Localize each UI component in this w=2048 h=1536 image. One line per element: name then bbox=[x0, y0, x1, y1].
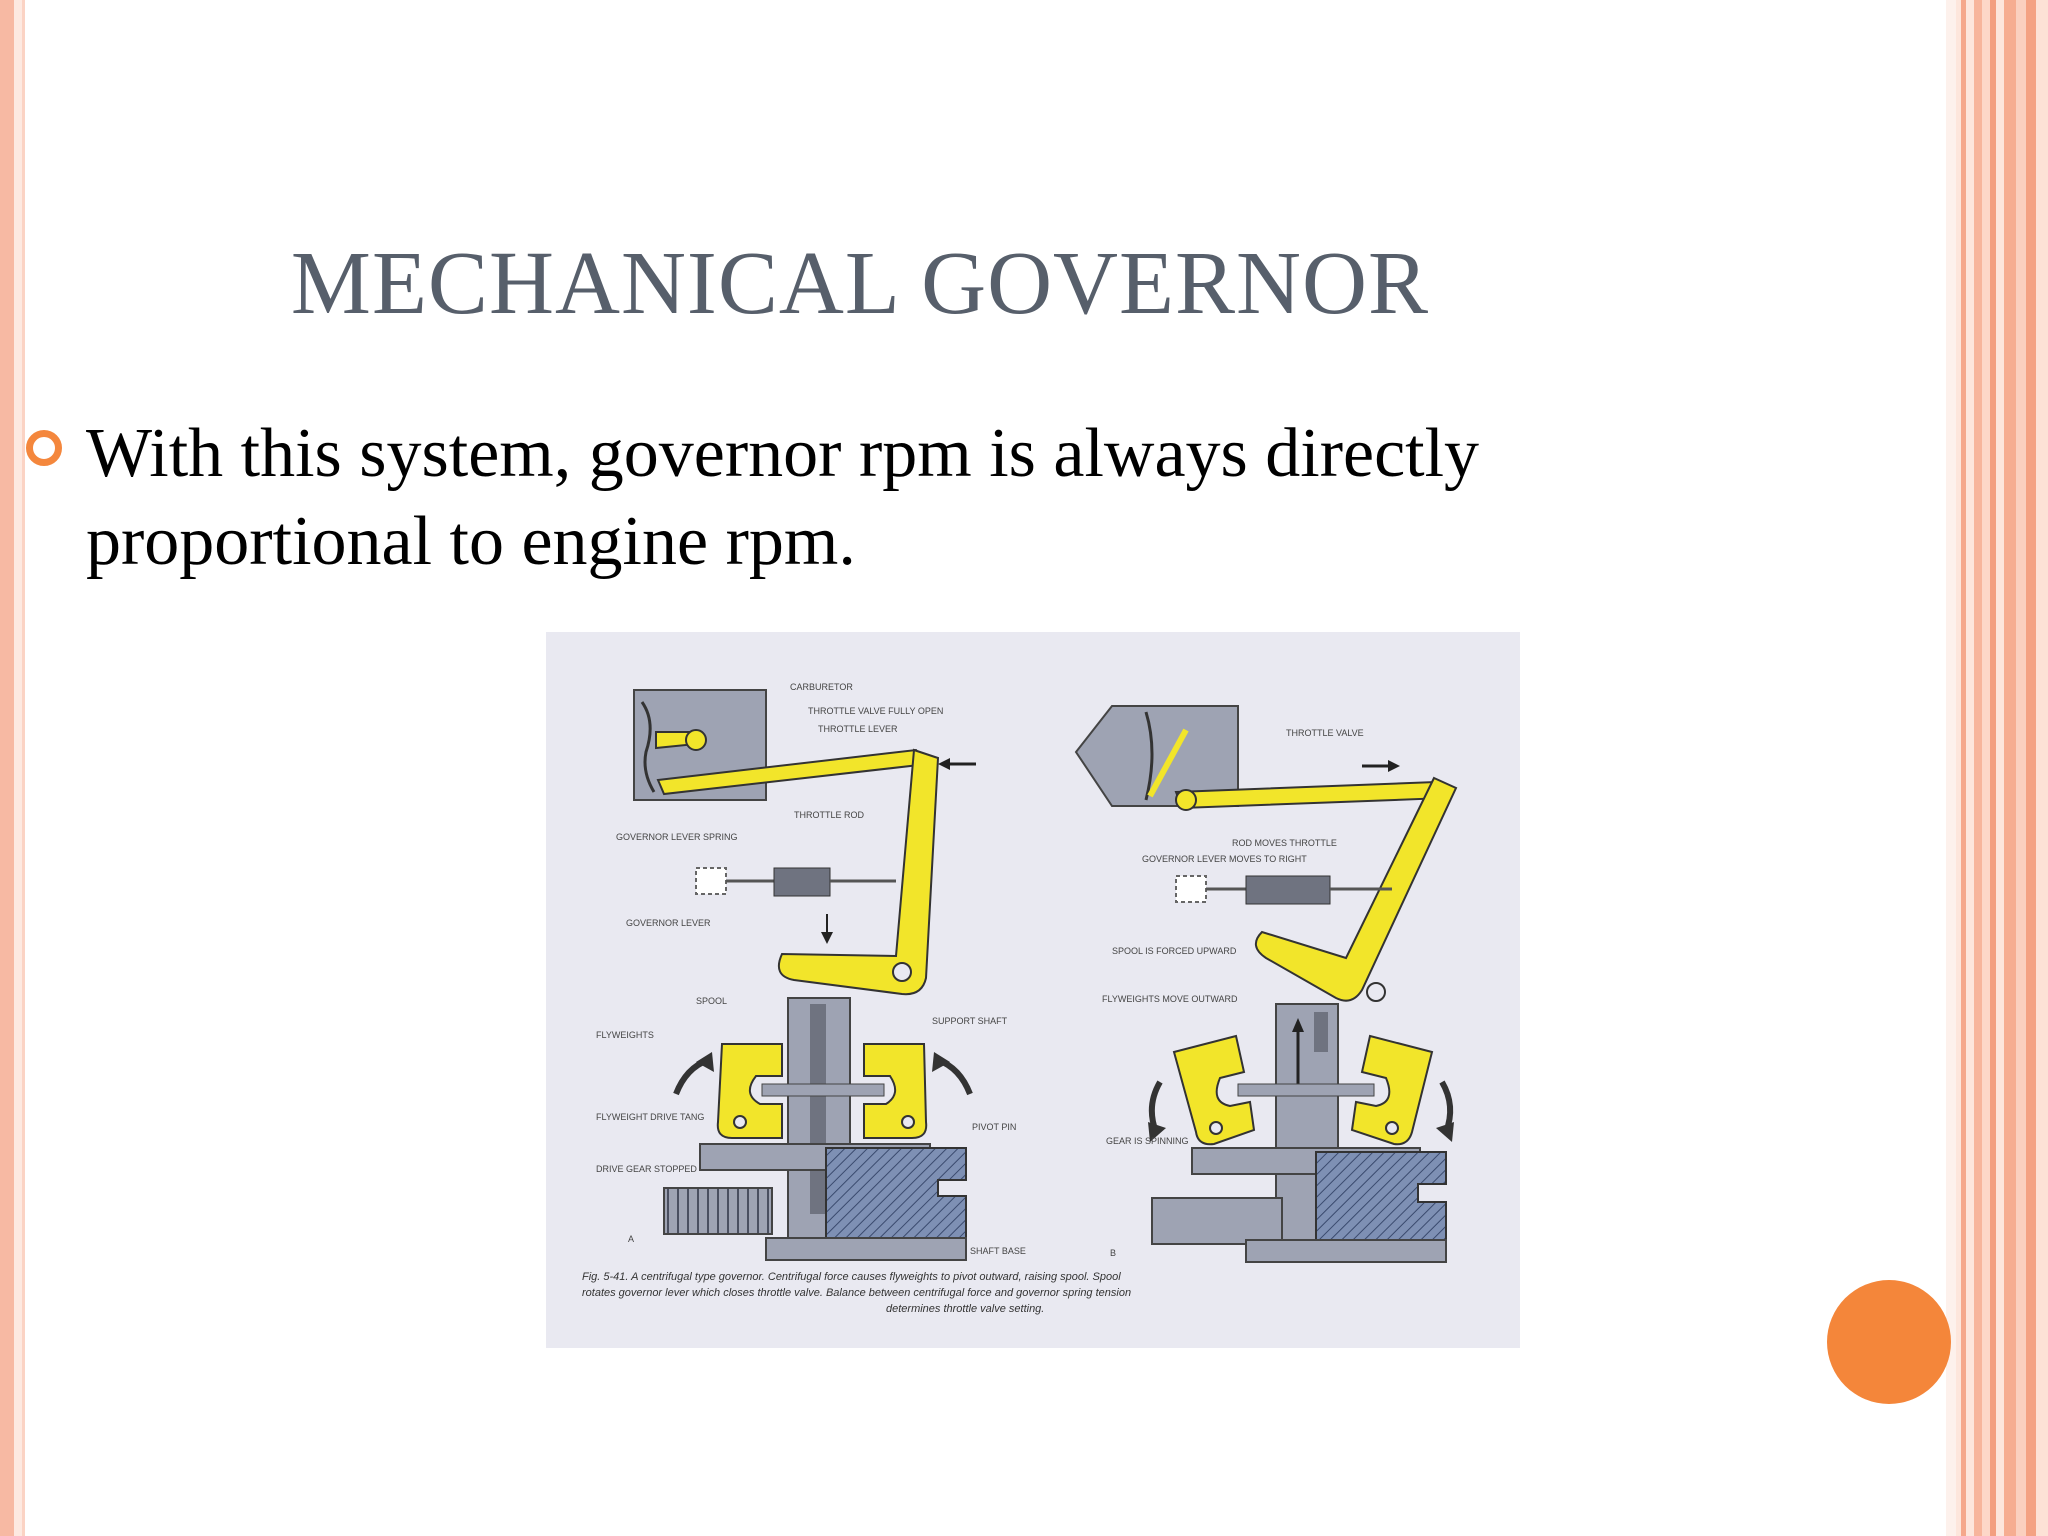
label-flyweight-drive-tang: FLYWEIGHT DRIVE TANG bbox=[596, 1112, 705, 1122]
label-drive-gear-stopped: DRIVE GEAR STOPPED bbox=[596, 1164, 697, 1174]
label-rod-moves-throttle: ROD MOVES THROTTLE bbox=[1232, 838, 1337, 848]
right-border-stripes bbox=[1956, 0, 2048, 1536]
left-border-inner bbox=[14, 0, 22, 1536]
label-throttle-valve-open: THROTTLE VALVE FULLY OPEN bbox=[808, 706, 944, 716]
label-throttle-valve: THROTTLE VALVE bbox=[1286, 728, 1364, 738]
label-lever-moves-right: GOVERNOR LEVER MOVES TO RIGHT bbox=[1142, 854, 1307, 864]
figure-caption-line-3: determines throttle valve setting. bbox=[886, 1303, 1045, 1315]
panel-a-label: A bbox=[628, 1234, 635, 1244]
bullet-item bbox=[26, 410, 1566, 586]
label-flyweights-move-outward: FLYWEIGHTS MOVE OUTWARD bbox=[1102, 994, 1238, 1004]
label-throttle-rod: THROTTLE ROD bbox=[794, 810, 865, 820]
figure-caption-line-2: rotates governor lever which closes throttle valve. Balance between centrifugal force and governor spring tension bbox=[582, 1287, 1132, 1299]
right-border-panel bbox=[1946, 0, 1956, 1536]
label-governor-lever: GOVERNOR LEVER bbox=[626, 918, 711, 928]
label-flyweights: FLYWEIGHTS bbox=[596, 1030, 654, 1040]
left-border-line bbox=[22, 0, 25, 1536]
orange-circle-decoration bbox=[1827, 1280, 1951, 1404]
governor-diagram-image bbox=[546, 632, 1520, 1348]
left-border bbox=[0, 0, 14, 1536]
panel-b-label: B bbox=[1110, 1248, 1117, 1258]
figure-caption-line-1: Fig. 5-41. A centrifugal type governor. Centrifugal force causes flyweights to pivot outward, raising spool. Spool bbox=[582, 1271, 1121, 1283]
governor-diagram-svg bbox=[546, 632, 1520, 1348]
label-shaft-base: SHAFT BASE bbox=[970, 1246, 1026, 1256]
panel-a bbox=[596, 682, 1026, 1260]
label-governor-lever-spring: GOVERNOR LEVER SPRING bbox=[616, 832, 738, 842]
bullet-circle-icon bbox=[26, 430, 62, 466]
label-support-shaft: SUPPORT SHAFT bbox=[932, 1016, 1008, 1026]
label-pivot-pin: PIVOT PIN bbox=[972, 1122, 1017, 1132]
label-gear-is-spinning: GEAR IS SPINNING bbox=[1106, 1136, 1189, 1146]
label-carburetor: CARBURETOR bbox=[790, 682, 853, 692]
label-spool-forced-upward: SPOOL IS FORCED UPWARD bbox=[1112, 946, 1237, 956]
panel-b bbox=[1076, 706, 1456, 1262]
label-throttle-lever: THROTTLE LEVER bbox=[818, 724, 898, 734]
slide-title: MECHANICAL GOVERNOR bbox=[290, 234, 1430, 333]
bullet-text: With this system, governor rpm is always directly proportional to engine rpm. bbox=[86, 415, 1480, 580]
label-spool: SPOOL bbox=[696, 996, 728, 1006]
